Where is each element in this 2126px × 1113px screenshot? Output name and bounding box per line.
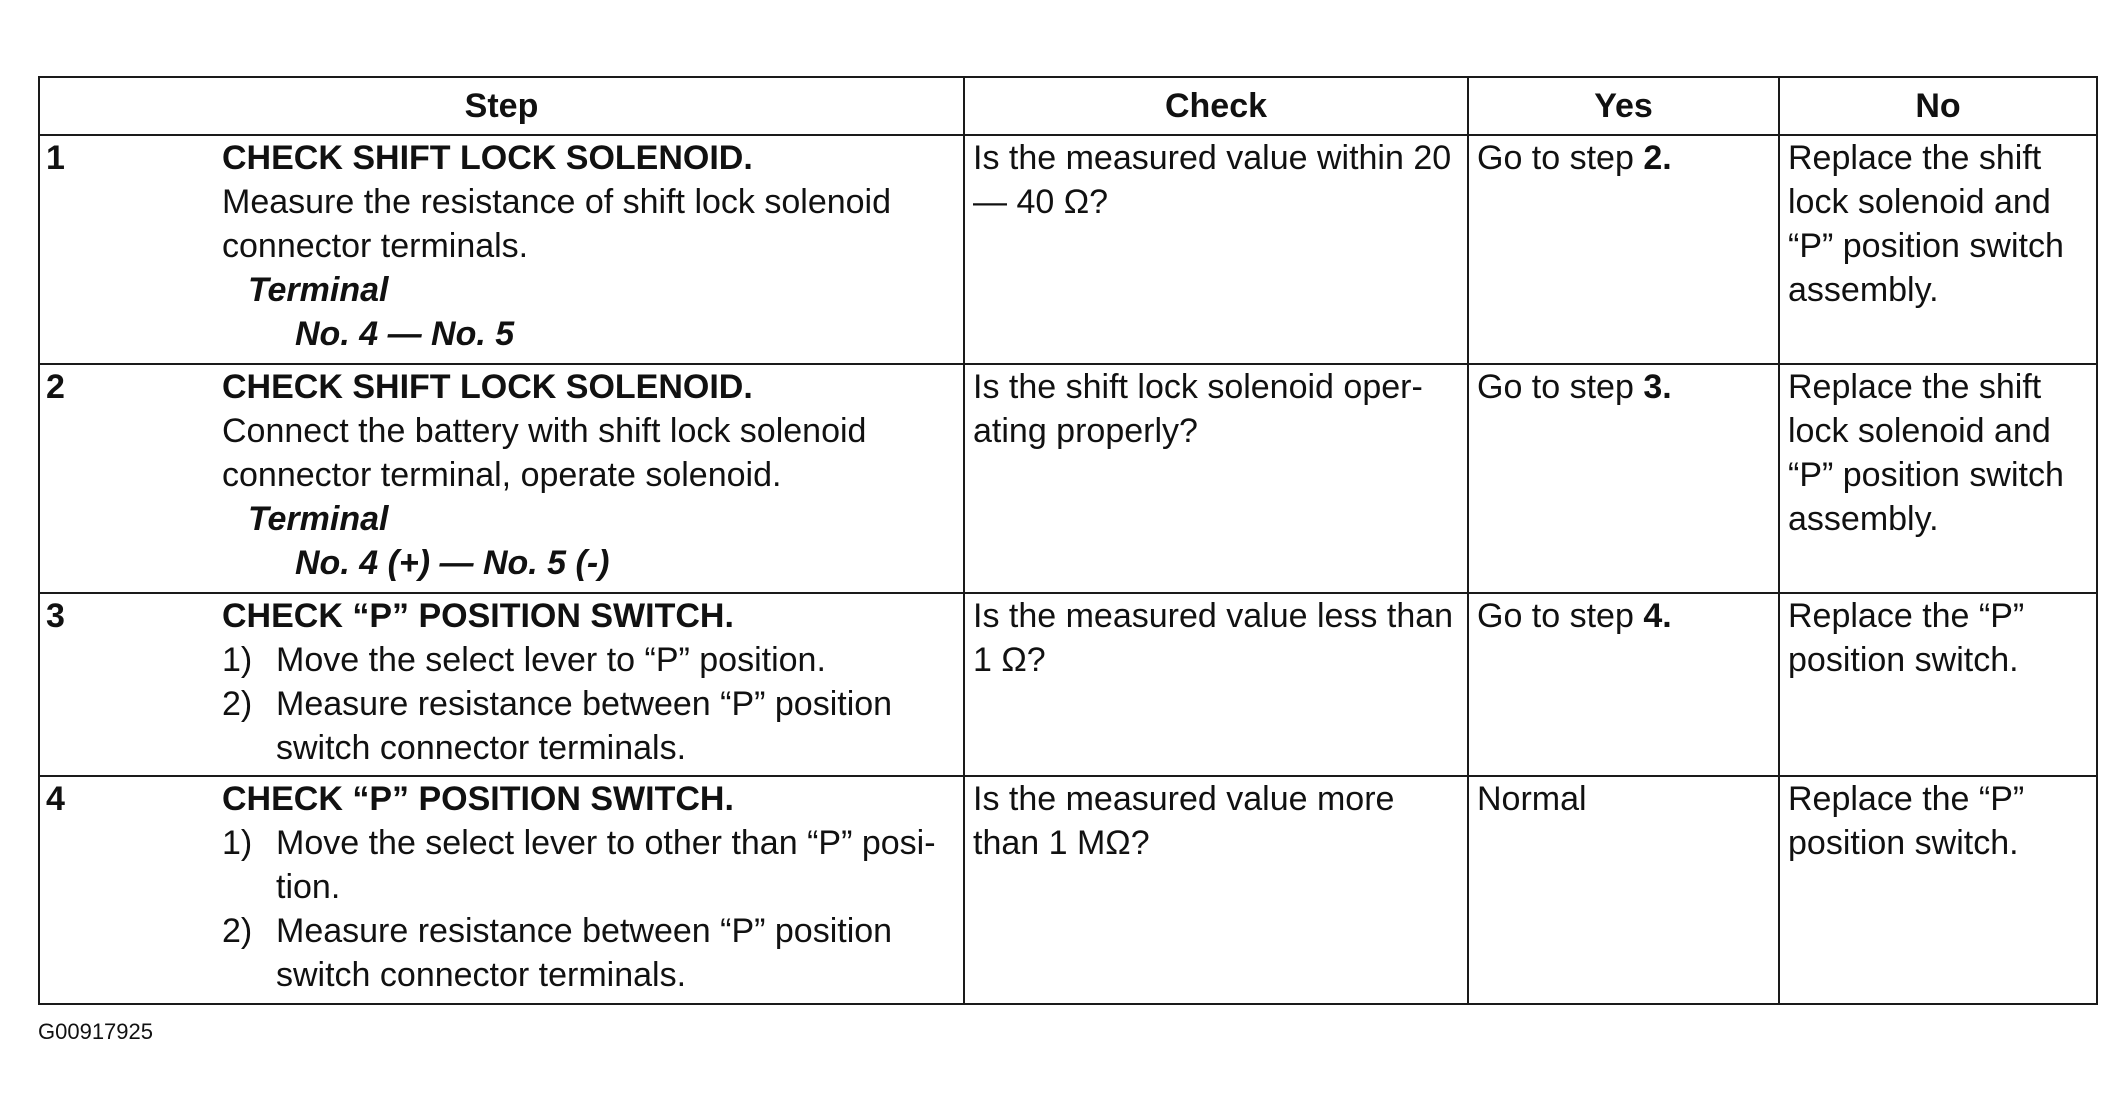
list-item-number: 1) [222, 824, 253, 862]
step-cell [39, 593, 964, 776]
yes-prefix: Go to step [1477, 597, 1644, 635]
terminal-value: No. 4 (+) — No. 5 (-) [295, 544, 610, 582]
table-row [39, 364, 2097, 593]
no-cell: Replace the shift lock solenoid and “P” position switch assembly. [1779, 364, 2097, 593]
list-item-text: Measure resistance between “P” position switch connector terminals. [276, 685, 893, 767]
table-row [39, 593, 2097, 776]
no-cell: Replace the “P” position switch. [1779, 593, 2097, 776]
step-cell [39, 364, 964, 593]
yes-cell [1468, 593, 1779, 776]
yes-cell [1468, 135, 1779, 364]
terminal-label: Terminal [248, 500, 389, 538]
check-cell: Is the shift lock solenoid oper- ating properly? [964, 364, 1468, 593]
header-no: No [1779, 77, 2097, 135]
yes-prefix: Go to step [1477, 368, 1644, 406]
diagnostic-table [38, 76, 2098, 1005]
terminal-label: Terminal [248, 271, 389, 309]
yes-step: 2. [1643, 139, 1672, 177]
header-yes: Yes [1468, 77, 1779, 135]
step-title: CHECK SHIFT LOCK SOLENOID. [222, 368, 753, 406]
step-number: 4 [46, 780, 65, 818]
list-item [222, 638, 963, 682]
step-cell [39, 776, 964, 1004]
list-item [222, 821, 963, 909]
header-check: Check [964, 77, 1468, 135]
step-cell [39, 135, 964, 364]
yes-step: 3. [1643, 368, 1672, 406]
yes-cell [1468, 364, 1779, 593]
list-item [222, 682, 963, 770]
yes-prefix: Go to step [1477, 139, 1644, 177]
list-item-text: Move the select lever to “P” position. [276, 641, 826, 679]
check-cell: Is the measured value within 20 — 40 Ω? [964, 135, 1468, 364]
table-row [39, 776, 2097, 1004]
check-cell: Is the measured value less than 1 Ω? [964, 593, 1468, 776]
list-item [222, 909, 963, 997]
step-title: CHECK SHIFT LOCK SOLENOID. [222, 139, 753, 177]
step-number: 3 [46, 597, 65, 635]
step-number: 2 [46, 368, 65, 406]
yes-cell: Normal [1468, 776, 1779, 1004]
step-title: CHECK “P” POSITION SWITCH. [222, 597, 734, 635]
table-row [39, 135, 2097, 364]
step-number: 1 [46, 139, 65, 177]
no-cell: Replace the shift lock solenoid and “P” position switch assembly. [1779, 135, 2097, 364]
check-cell: Is the measured value more than 1 MΩ? [964, 776, 1468, 1004]
list-item-number: 2) [222, 685, 253, 723]
header-step: Step [39, 77, 964, 135]
list-item-number: 2) [222, 912, 253, 950]
step-description: Connect the battery with shift lock solenoid connector terminal, operate solenoid. [222, 412, 867, 494]
list-item-text: Measure resistance between “P” position switch connector terminals. [276, 912, 893, 994]
header-row [39, 77, 2097, 135]
yes-step: 4. [1643, 597, 1672, 635]
no-cell: Replace the “P” position switch. [1779, 776, 2097, 1004]
step-description: Measure the resistance of shift lock solenoid connector terminals. [222, 183, 892, 265]
step-title: CHECK “P” POSITION SWITCH. [222, 780, 734, 818]
list-item-text: Move the select lever to other than “P” posi- tion. [276, 824, 936, 906]
list-item-number: 1) [222, 641, 253, 679]
terminal-value: No. 4 — No. 5 [295, 315, 515, 353]
figure-code: G00917925 [38, 1019, 153, 1044]
